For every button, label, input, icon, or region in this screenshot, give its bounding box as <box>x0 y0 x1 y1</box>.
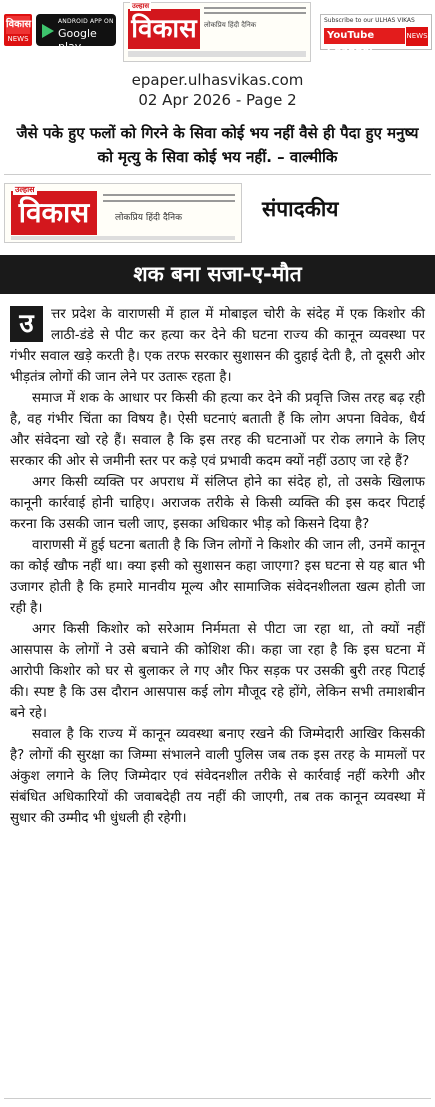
news-logo-title: विकास <box>6 16 30 34</box>
page-info: 02 Apr 2026 - Page 2 <box>138 91 297 109</box>
section-logo-strip <box>11 236 235 240</box>
masthead-ulhas: उल्हास <box>132 2 150 10</box>
youtube-icon: YouTube Channel <box>324 28 405 44</box>
google-play-big-text: Google play <box>58 27 97 53</box>
news-logo[interactable] <box>4 14 32 46</box>
section-logo-ulhas: उल्हास <box>15 185 35 194</box>
article-body <box>10 304 425 829</box>
play-store-icon <box>42 24 54 38</box>
article-paragraph: अगर किसी किशोर को सरेआम निर्ममता से पीटा जा रहा था, तो क्यों नहीं आसपास के लोगों ने उसे बचाने की कोशिश की। कहा जा रहा है कि इस घटना में आरोपी किशोर को घर से बुलाकर ले गए और फिर सड़क पर उसकी बुरी तरह पिटाई की। स्पष्ट है कि उस दौरान आसपास कई लोग मौजूद रहे होंगे, लेकिन सभी तमाशबीन बने रहे। <box>10 622 425 721</box>
masthead-tagline: लोकप्रिय हिंदी दैनिक <box>204 21 257 29</box>
bottom-divider <box>4 1098 431 1099</box>
google-play-small-text: ANDROID APP ON <box>58 18 114 25</box>
divider <box>4 174 431 175</box>
site-url[interactable]: epaper.ulhasvikas.com <box>131 71 304 89</box>
article-paragraph: सवाल है कि राज्य में कानून व्यवस्था बनाए रखने की जिम्मेदारी आखिर किसकी है? लोगों की सुरक्षा का जिम्मा संभालने वाली पुलिस जब तक इस तरह के मामलों पर अंकुश लगाने के लिए जिम्मेदार एवं संवेदनशील तरीके से कार्रवाई नहीं करेगी और संबंधित अधिकारियों की जवाबदेही तय नहीं की जाएगी, तब तक कानून व्यवस्था में सुधार की उम्मीद भी धुंधली ही रहेगी। <box>10 727 425 826</box>
top-banner <box>0 0 435 62</box>
paragraph-text: त्तर प्रदेश के वाराणसी में हाल में मोबाइल चोरी के संदेह में एक किशोर की लाठी-डंडे से पीट कर हत्या कर देने की घटना राज्य की कानून व्यवस्था पर गंभीर सवाल खड़े करती है। एक तरफ सरकार सुशासन की दुहाई देती है, तो दूसरी ओर भीड़तंत्र लोगों की जान लेने पर उतारू रहता है। <box>10 307 425 385</box>
masthead-rule <box>204 7 306 9</box>
section-masthead-logo <box>4 183 242 243</box>
section-logo-tagline: लोकप्रिय हिंदी दैनिक <box>115 213 182 223</box>
youtube-channel-badge[interactable] <box>320 14 432 57</box>
section-logo-title: विकास <box>11 191 97 235</box>
youtube-subscribe-text: Subscribe to our ULHAS VIKAS <box>324 17 415 24</box>
article-headline: शक बना सजा-ए-मौत <box>133 262 302 286</box>
quote-of-the-day: जैसे पके हुए फलों को गिरने के सिवा कोई भय नहीं वैसे ही पैदा हुए मनुष्य को मृत्यु के सिवा कोई भय नहीं. – वाल्मीकि <box>16 124 419 166</box>
drop-cap: उ <box>10 306 43 342</box>
masthead-title: विकास <box>128 9 200 49</box>
article-paragraph: समाज में शक के आधार पर किसी की हत्या कर देने की प्रवृत्ति जिस तरह बढ़ रही है, वह गंभीर चिंता का विषय है। ऐसी घटनाएं बताती हैं कि लोग अपना विवेक, धैर्य और संवेदना खो रहे हैं। सवाल है कि इस तरह की घटनाओं पर रोक लगाने के लिए सरकार की ओर से जमीनी स्तर पर कड़े एवं प्रभावी कदम क्यों नहीं उठाए जा रहे हैं? <box>10 391 425 469</box>
section-logo-rule <box>103 194 235 196</box>
masthead-rule <box>204 12 306 14</box>
google-play-badge[interactable] <box>36 14 116 53</box>
section-logo-rule <box>103 200 235 202</box>
news-logo-label: NEWS <box>7 35 29 43</box>
article-paragraph: वाराणसी में हुई घटना बताती है कि जिन लोगों ने किशोर की जान ली, उनमें कानून का कोई खौफ नहीं था। क्या इसी को सुशासन कहा जाएगा? इस घटना से यह बात भी उजागर होती है कि हमारे मानवीय मूल्य और सामाजिक संवेदनशीलता खत्म होती जा रही है। <box>10 538 425 616</box>
masthead-contact-strip <box>128 51 306 57</box>
article-paragraph <box>10 304 425 388</box>
section-title: संपादकीय <box>262 197 339 221</box>
masthead-logo[interactable] <box>123 2 311 62</box>
article-paragraph: अगर किसी व्यक्ति पर अपराध में संलिप्त होने का संदेह हो, तो उसके खिलाफ कानूनी कार्रवाई होनी चाहिए। अराजक तरीके से किसी व्यक्ति की इस कदर पिटाई करना कि उसकी जान चली जाए, इसका अधिकार भीड़ को किसने दिया है? <box>10 475 425 532</box>
youtube-news-logo: NEWS <box>406 27 428 46</box>
